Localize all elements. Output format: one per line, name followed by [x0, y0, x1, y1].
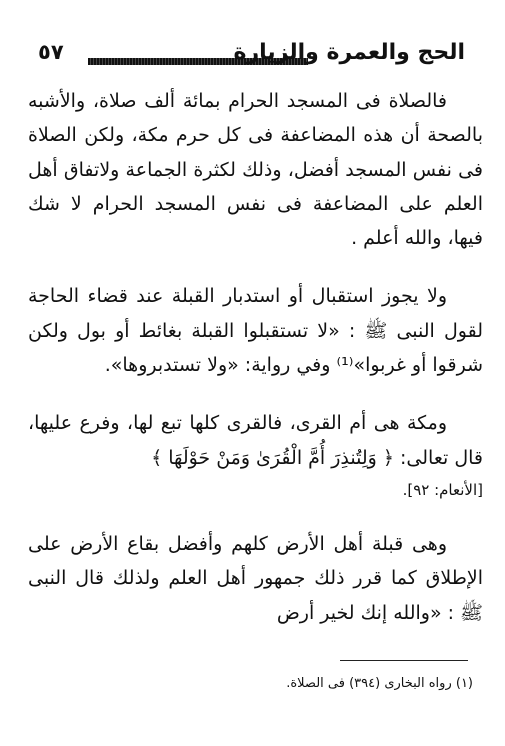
page-header	[38, 38, 465, 74]
footnote: (١) رواه البخارى (٣٩٤) فى الصلاة.	[286, 676, 473, 691]
paragraph-qibla-rule: ولا يجوز استقبال أو استدبار القبلة عند قضاء الحاجة لقول النبى ﷺ : «لا تستقبلوا القبلة بغائط أو بول ولكن شرقوا أو غربوا»⁽¹⁾ وفي رواية: «ولا تستدبروها».	[28, 285, 483, 377]
paragraph-qibla-of-earth: وهى قبلة أهل الأرض كلهم وأفضل بقاع الأرض على الإطلاق كما قرر ذلك جمهور أهل العلم ولذلك قال النبى ﷺ : «والله إنك لخير أرض	[28, 532, 483, 624]
paragraph-prayer-reward: فالصلاة فى المسجد الحرام بمائة ألف صلاة، والأشبه بالصحة أن هذه المضاعفة فى كل حرم مكة، ولكن الصلاة فى نفس المسجد أفضل، وذلك لكثرة الجماعة ولاتفاق أهل العلم على المضاعفة فى نفس المسجد الحرام لا شك فيها، والله أعلم .	[28, 90, 483, 250]
page-number: ٥٧	[38, 40, 64, 64]
footnote-divider	[340, 660, 468, 661]
paragraph-mecca-umm-al-qura: ومكة هى أم القرى، فالقرى كلها تبع لها، وفرع عليها، قال تعالى: ﴿ وَلِتُنذِرَ أُمَّ الْقُرَىٰ وَمَنْ حَوْلَهَا ﴾	[28, 412, 483, 469]
body-text	[28, 84, 483, 630]
running-title: الحج والعمرة والزيارة	[233, 40, 465, 65]
quran-reference: [الأنعام: ٩٢].	[402, 480, 483, 499]
